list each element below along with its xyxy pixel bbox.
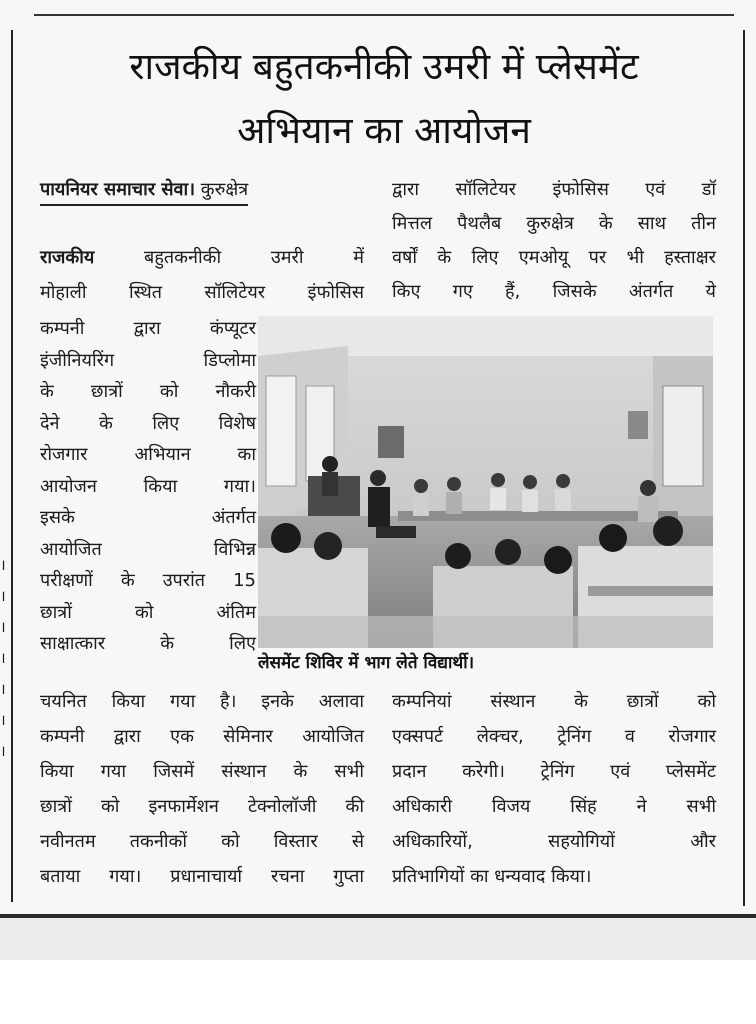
- article-line: कम्पनी द्वारा कंप्यूटर: [40, 318, 256, 339]
- article-line: चयनित किया गया है। इनके अलावा: [40, 691, 364, 712]
- headline-line-2: अभियान का आयोजन: [237, 109, 531, 152]
- margin-fragment: ।: [0, 587, 6, 605]
- margin-fragment: ।: [0, 742, 6, 760]
- article-line: अधिकारी विजय सिंह ने सभी: [392, 796, 716, 817]
- article-line: के छात्रों को नौकरी: [40, 381, 256, 402]
- article-line: अधिकारियों, सहयोगियों और: [392, 831, 716, 852]
- article-line: कम्पनियां संस्थान के छात्रों को: [392, 691, 716, 712]
- article-line: इंजीनियरिंग डिप्लोमा: [40, 349, 256, 371]
- article-line: छात्रों को अंतिम: [40, 601, 256, 623]
- article-line: इसके अंतर्गत: [40, 507, 256, 528]
- lead-line-rest: बहुतकनीकी उमरी में: [144, 247, 364, 268]
- margin-fragment: ।: [0, 711, 6, 729]
- margin-fragment: ।: [0, 618, 6, 636]
- article-line: नवीनतम तकनीकों को विस्तार से: [40, 831, 364, 852]
- dateline: [40, 178, 248, 206]
- dateline-source: पायनियर समाचार सेवा।: [40, 179, 196, 200]
- article-line: द्वारा सॉलिटेयर इंफोसिस एवं डॉ: [392, 179, 716, 200]
- article-line: किए गए हैं, जिसके अंतर्गत ये: [392, 281, 716, 302]
- article-line: आयोजन किया गया।: [40, 475, 256, 497]
- article-line: बताया गया। प्रधानाचार्या रचना गुप्ता: [40, 866, 364, 887]
- article-line: प्रदान करेगी। ट्रेनिंग एवं प्लेसमेंट: [392, 761, 716, 782]
- article-line: मोहाली स्थित सॉलिटेयर इंफोसिस: [40, 282, 364, 303]
- top-rule: [34, 14, 734, 16]
- margin-fragment: ।: [0, 649, 6, 667]
- article-line: एक्सपर्ट लेक्चर, ट्रेनिंग व रोजगार: [392, 726, 716, 747]
- photo-caption: लेसमेंट शिविर में भाग लेते विद्यार्थी।: [258, 653, 475, 673]
- article-line: कम्पनी द्वारा एक सेमिनार आयोजित: [40, 726, 364, 747]
- article-line: [40, 246, 364, 270]
- article-line: परीक्षणों के उपरांत 15: [40, 570, 256, 591]
- article-line: आयोजित विभिन्न: [40, 538, 256, 560]
- article-line: साक्षात्कार के लिए: [40, 633, 256, 654]
- right-column-border: [743, 30, 756, 906]
- article-line: छात्रों को इनफार्मेशन टेक्नोलॉजी की: [40, 796, 364, 817]
- article-line: प्रतिभागियों का धन्यवाद किया।: [392, 866, 592, 887]
- headline-line-1: राजकीय बहुतकनीकी उमरी में प्लेसमेंट: [129, 45, 639, 88]
- dateline-place: कुरुक्षेत्र: [200, 179, 249, 200]
- article-line: मित्तल पैथलैब कुरुक्षेत्र के साथ तीन: [392, 213, 716, 234]
- margin-fragment: ।: [0, 680, 6, 698]
- article-line: वर्षों के लिए एमओयू पर भी हस्ताक्षर: [392, 247, 716, 268]
- left-margin-fragments: [0, 550, 8, 767]
- article-line: किया गया जिसमें संस्थान के सभी: [40, 761, 364, 782]
- article-line: रोजगार अभियान का: [40, 444, 256, 465]
- lead-word: राजकीय: [40, 247, 95, 268]
- left-column-border: [0, 30, 13, 902]
- bottom-strip: [0, 918, 756, 960]
- margin-fragment: ।: [0, 556, 6, 574]
- article-line: देने के लिए विशेष: [40, 412, 256, 434]
- classroom-photo: [258, 316, 713, 648]
